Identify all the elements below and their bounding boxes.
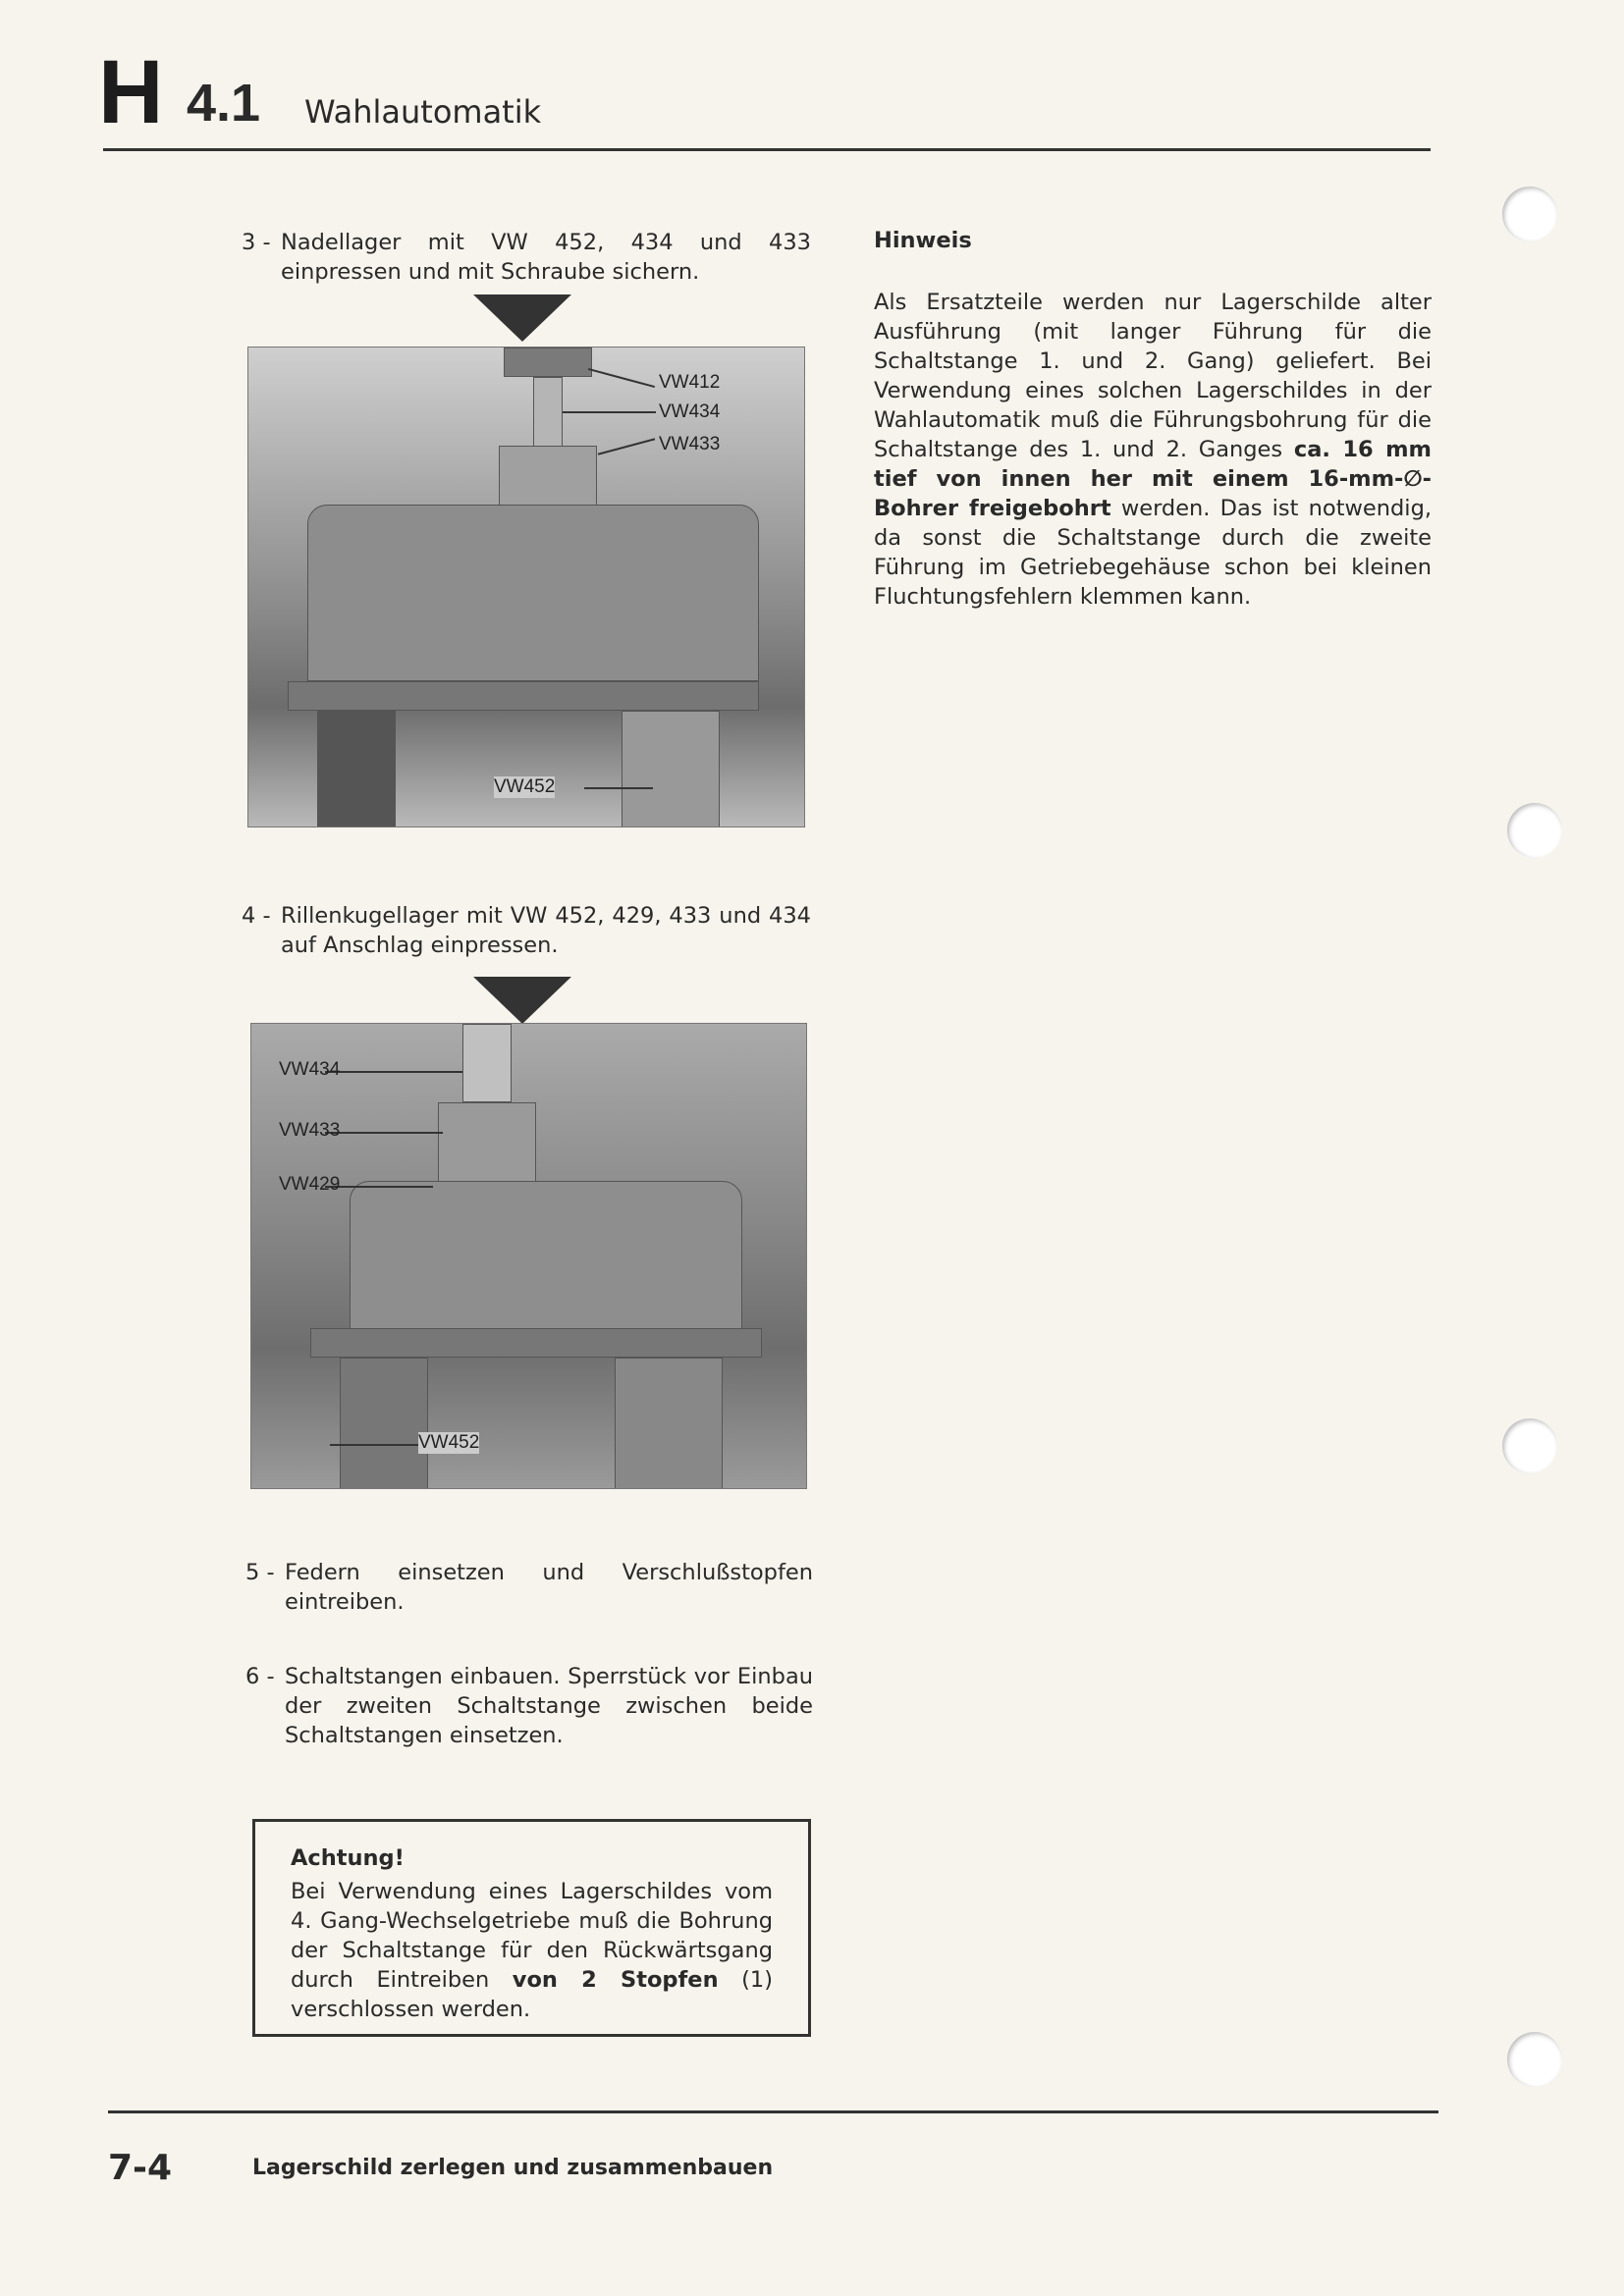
- header-rule: [103, 148, 1431, 151]
- photo-step-3: [247, 347, 805, 828]
- page-number: 7-4: [108, 2148, 173, 2188]
- press-arrow-icon: [473, 294, 571, 342]
- tool-label: VW434: [659, 401, 721, 422]
- step-4: [242, 901, 811, 960]
- step-6: [245, 1662, 813, 1750]
- step-number: 6 -: [245, 1664, 275, 1689]
- tool-label: VW452: [418, 1432, 480, 1453]
- step-text: Schaltstangen einbauen. Sperrstück vor Einbau der zweiten Schaltstange zwischen beide Schaltstangen einsetzen.: [285, 1664, 813, 1748]
- tool-label: VW433: [659, 434, 721, 454]
- footer-rule: [108, 2110, 1438, 2113]
- note-text-part: Als Ersatzteile werden nur Lagerschilde alter Ausführung (mit langer Führung für die Schaltstange 1. und 2. Gang) geliefert. Bei Verwendung eines solchen Lagerschildes in der Wahlautomatik muß die Führungsbohrung für die Schaltstange des 1. und 2. Ganges: [874, 290, 1432, 462]
- note-text-emphasis: ca. 16 mm tief von innen her mit einem 16-mm-∅-Bohrer freigebohrt: [874, 437, 1432, 521]
- step-number: 3 -: [242, 230, 271, 255]
- step-text: Rillenkugellager mit VW 452, 429, 433 und 434 auf Anschlag einpressen.: [281, 903, 811, 958]
- photo-step-4: [250, 1023, 807, 1489]
- punch-hole: [1507, 803, 1562, 858]
- tool-label: VW452: [494, 776, 556, 797]
- warning-text-emphasis: von 2 Stopfen: [512, 1967, 719, 1993]
- step-text: Nadellager mit VW 452, 434 und 433 einpressen und mit Schraube sichern.: [281, 230, 811, 285]
- footer-caption: Lagerschild zerlegen und zusammenbauen: [252, 2156, 774, 2180]
- note-text: [874, 288, 1432, 612]
- warning-title: Achtung!: [291, 1845, 405, 1871]
- note-text-part: werden. Das ist notwendig, da sonst die Schaltstange durch die zweite Führung im Getriebegehäuse schon bei kleinen Fluchtungsfehlern klemmen kann.: [874, 496, 1432, 610]
- section-letter: H: [98, 42, 164, 142]
- section-number: 4.1: [187, 74, 261, 133]
- press-arrow-icon: [473, 977, 571, 1024]
- tool-label: VW434: [279, 1059, 341, 1080]
- page-title: Wahlautomatik: [304, 93, 542, 131]
- step-3: [242, 228, 811, 287]
- tool-label: VW412: [659, 372, 721, 393]
- warning-text-part: (1) verschlossen werden.: [291, 1967, 773, 2022]
- warning-box: [252, 1819, 811, 2037]
- step-5: [245, 1558, 813, 1617]
- note-title: Hinweis: [874, 228, 972, 253]
- tool-label: VW429: [279, 1174, 341, 1195]
- warning-text: [291, 1877, 773, 2024]
- punch-hole: [1507, 2032, 1562, 2087]
- punch-hole: [1502, 187, 1557, 241]
- step-number: 4 -: [242, 903, 271, 929]
- warning-text-part: Bei Verwendung eines Lagerschildes vom 4. Gang-Wechselgetriebe muß die Bohrung der Schaltstange für den Rückwärtsgang durch Eintreiben: [291, 1879, 773, 1993]
- step-number: 5 -: [245, 1560, 275, 1585]
- tool-label: VW433: [279, 1120, 341, 1141]
- step-text: Federn einsetzen und Verschlußstopfen eintreiben.: [285, 1560, 813, 1615]
- punch-hole: [1502, 1418, 1557, 1473]
